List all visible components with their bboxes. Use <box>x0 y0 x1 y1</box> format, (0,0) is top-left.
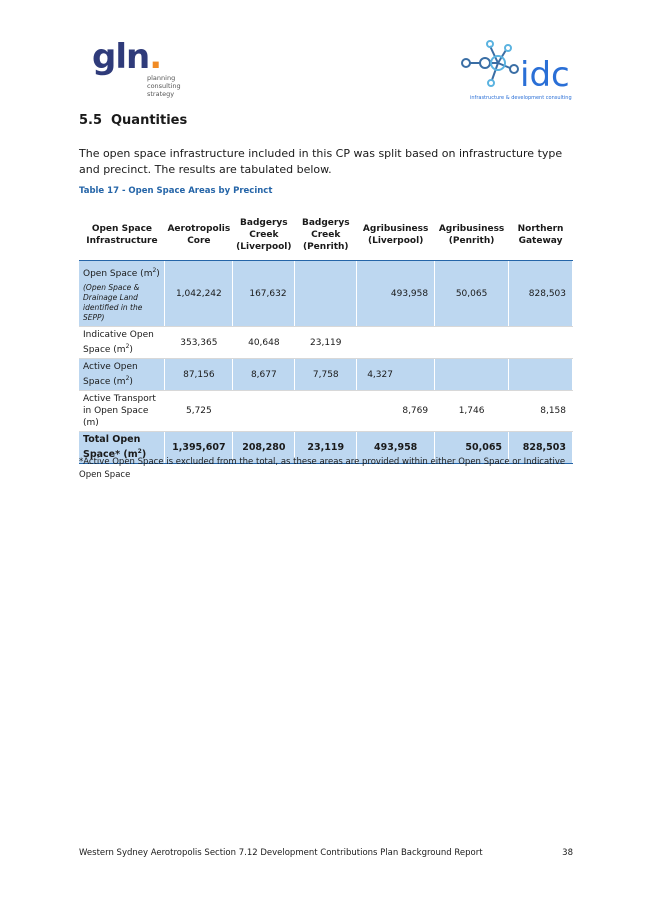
table-footnote: *Active Open Space is excluded from the total, as these areas are provided within either Open Space or Indicative Open Space <box>79 457 566 480</box>
row-label: Indicative Open Space $(m^2)$ <box>79 327 165 359</box>
section-number: 5.5 <box>79 113 103 128</box>
page-footer <box>79 848 573 858</box>
table-cell: 8,158 <box>509 391 573 432</box>
table-cell: 23,119 <box>295 327 357 359</box>
table-header-row <box>79 210 573 261</box>
table-cell <box>509 327 573 359</box>
table-cell <box>357 327 435 359</box>
table-cell: 8,677 <box>233 359 295 391</box>
table-cell <box>435 327 509 359</box>
table-cell: 1,042,242 <box>165 261 233 327</box>
column-header: Badgerys Creek (Liverpool) <box>233 210 295 261</box>
page-number: 38 <box>562 848 573 858</box>
table-cell: 50,065 <box>435 261 509 327</box>
gln-logo-word: gln <box>92 37 150 77</box>
table-cell <box>435 359 509 391</box>
table-cell: 1,395,607 <box>165 432 233 464</box>
table-cell: 493,958 <box>357 261 435 327</box>
column-header: Badgerys Creek (Penrith) <box>295 210 357 261</box>
intro-paragraph: The open space infrastructure included in this CP was split based on infrastructure type and precinct. The results are tabulated below. <box>79 147 563 176</box>
table-cell <box>233 391 295 432</box>
table-row <box>79 391 573 432</box>
table-row <box>79 359 573 391</box>
section-heading <box>79 113 187 128</box>
table-cell <box>295 391 357 432</box>
table-row <box>79 327 573 359</box>
row-label: Total Open Space* $(m^2)$ <box>79 432 165 464</box>
idc-logo-tagline: infrastructure & development consulting <box>470 95 572 101</box>
table-cell: 23,119 <box>295 432 357 464</box>
table-cell: 50,065 <box>435 432 509 464</box>
idc-logo-word: idc <box>520 55 570 95</box>
table-cell <box>509 359 573 391</box>
column-header: Aerotropolis Core <box>165 210 233 261</box>
gln-logo-dot: . <box>149 37 162 77</box>
network-icon <box>462 41 518 86</box>
row-label-note: (Open Space & Drainage Land identified in the SEPP) <box>83 282 143 322</box>
table-cell: 7,758 <box>295 359 357 391</box>
table-cell: 353,365 <box>165 327 233 359</box>
table-cell: 167,632 <box>233 261 295 327</box>
table-cell: 828,503 <box>509 432 573 464</box>
table-cell: 4,327 <box>357 359 435 391</box>
row-label: Active Open Space $(m^2)$ <box>79 359 165 391</box>
table-cell: 828,503 <box>509 261 573 327</box>
table-cell <box>295 261 357 327</box>
column-header: Agribusiness (Liverpool) <box>357 210 435 261</box>
row-label: Open Space $(m^2)$ (Open Space & Drainage Land identified in the SEPP) <box>79 261 165 327</box>
gln-logo-tagline: planning consulting strategy <box>147 74 181 98</box>
table-row <box>79 261 573 327</box>
table-cell: 208,280 <box>233 432 295 464</box>
open-space-table <box>79 210 573 464</box>
table-cell: 87,156 <box>165 359 233 391</box>
column-header: Northern Gateway <box>509 210 573 261</box>
table-caption: Table 17 - Open Space Areas by Precinct <box>79 186 273 196</box>
footer-text: Western Sydney Aerotropolis Section 7.12 Development Contributions Plan Background Report <box>79 848 483 858</box>
table-cell: 5,725 <box>165 391 233 432</box>
table-cell: 1,746 <box>435 391 509 432</box>
table-cell: 40,648 <box>233 327 295 359</box>
column-header: Open Space Infrastructure <box>79 210 165 261</box>
column-header: Agribusiness (Penrith) <box>435 210 509 261</box>
section-title: Quantities <box>111 113 188 128</box>
row-label: Active Transport in Open Space (m) <box>79 391 165 432</box>
table-cell: 493,958 <box>357 432 435 464</box>
table-cell: 8,769 <box>357 391 435 432</box>
gln-logo <box>92 37 181 98</box>
